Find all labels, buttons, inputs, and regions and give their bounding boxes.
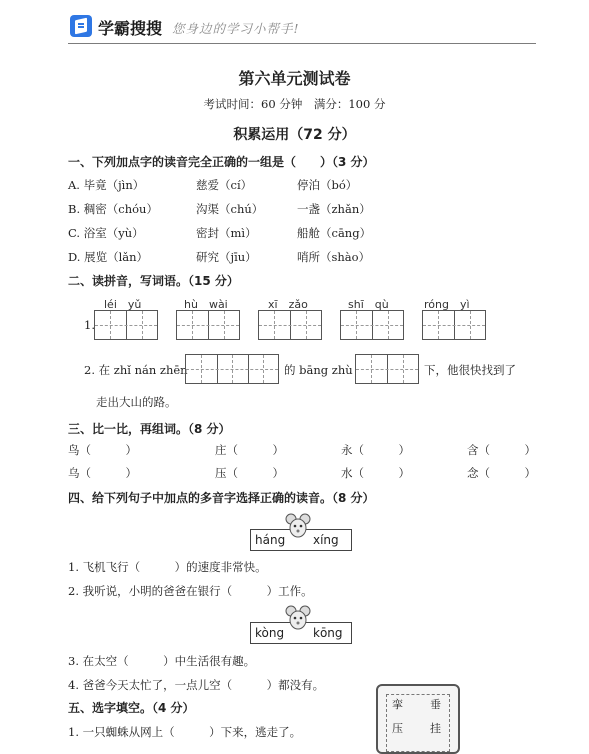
writing-grid-4[interactable] [340,310,404,340]
option-a-1: A. 毕竟（jìn） [68,178,145,192]
book-logo-icon [70,15,92,37]
writing-grid-2[interactable] [176,310,240,340]
exam-meta: 考试时间：60 分钟 满分：100 分 [203,97,386,111]
board-char-1: 挛 [392,698,403,711]
mouse-mascot-icon [285,604,311,634]
compare-1-4: 含（ ） [467,443,536,457]
section-3-heading: 三、比一比，再组词。（8 分） [68,422,231,436]
option-b-2: 沟渠（chú） [196,202,264,216]
item-2-text-a: 2. 在 zhǐ nán zhēn [84,363,188,377]
question-4-1: 1. 飞机飞行（ ）的速度非常快。 [68,560,267,574]
brand-name: 学霸搜搜 [98,19,163,38]
item-2-text-b: 的 bāng zhù [284,363,353,377]
compare-2-3: 水（ ） [341,466,410,480]
board-char-3: 压 [392,722,403,735]
section-1-heading: 一、下列加点字的读音完全正确的一组是（ ）（3 分） [68,155,375,169]
compare-2-1: 乌（ ） [68,466,137,480]
compare-1-2: 庄（ ） [215,443,284,457]
section-2-heading: 二、读拼音，写词语。（15 分） [68,274,239,288]
part-title: 积累运用（72 分） [233,127,356,143]
question-4-4: 4. 爸爸今天太忙了，一点儿空（ ）都没有。 [68,678,325,692]
brand-slogan: 您身边的学习小帮手! [172,21,300,36]
choice-kong4: kòng [255,626,285,640]
section-4-heading: 四、给下列句子中加点的多音字选择正确的读音。（8 分） [68,491,375,505]
question-4-2: 2. 我听说，小明的爸爸在银行（ ）工作。 [68,584,313,598]
item-1-number: 1. [84,318,95,332]
option-c-2: 密封（mì） [196,226,257,240]
option-a-3: 停泊（bó） [297,178,358,192]
pinyin-5: róng yì [424,298,470,311]
writing-grid-3[interactable] [258,310,322,340]
question-5-1: 1. 一只蜘蛛从网上（ ）下来，逃走了。 [68,725,302,739]
pinyin-2: hù wài [184,298,228,311]
choice-xing: xíng [313,533,339,547]
writing-grid-5[interactable] [422,310,486,340]
writing-grid-7[interactable] [355,354,419,384]
board-char-2: 垂 [430,698,441,711]
question-4-3: 3. 在太空（ ）中生活很有趣。 [68,654,256,668]
pinyin-1: léi yǔ [104,298,142,311]
choice-kong1: kōng [313,626,343,640]
compare-2-2: 压（ ） [215,466,284,480]
option-d-1: D. 展览（lǎn） [68,250,149,264]
board-char-4: 挂 [430,722,441,735]
exam-title: 第六单元测试卷 [238,69,351,88]
item-2-text-d: 走出大山的路。 [96,395,177,409]
option-b-3: 一盏（zhǎn） [297,202,371,216]
writing-grid-6[interactable] [185,354,279,384]
compare-2-4: 念（ ） [467,466,536,480]
option-c-3: 船舱（cāng） [297,226,372,240]
word-choice-board [376,684,460,754]
section-5-heading: 五、选字填空。（4 分） [68,701,195,715]
mouse-mascot-icon [285,512,311,542]
choice-hang: háng [255,533,286,547]
compare-1-3: 永（ ） [341,443,410,457]
app-header [68,12,536,44]
pinyin-3: xī zǎo [268,298,308,311]
option-d-3: 哨所（shào） [297,250,371,264]
writing-grid-1[interactable] [94,310,158,340]
pinyin-4: shī qù [348,298,389,311]
option-a-2: 慈爱（cí） [196,178,253,192]
compare-1-1: 鸟（ ） [68,443,137,457]
option-c-1: C. 浴室（yù） [68,226,144,240]
option-d-2: 研究（jīu） [196,250,257,264]
option-b-1: B. 稠密（chóu） [68,202,158,216]
item-2-text-c: 下，他很快找到了 [424,363,516,377]
